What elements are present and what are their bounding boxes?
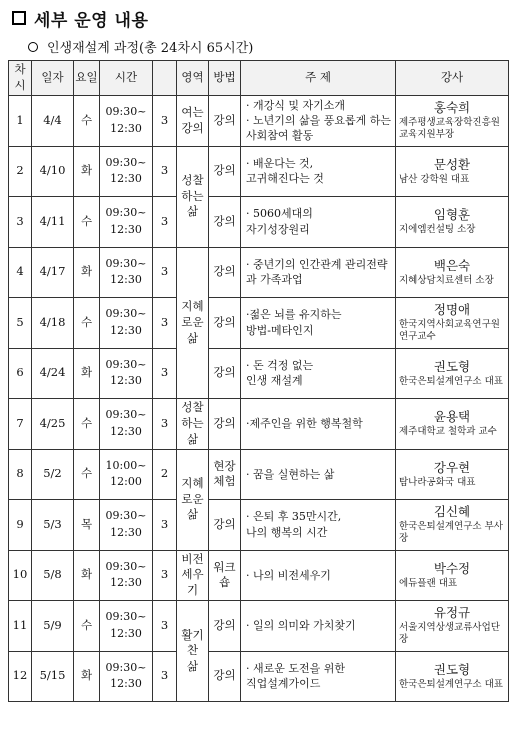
session-topic: · 개강식 및 자기소개 · 노년기의 삶을 풍요롭게 하는 사회참여 활동 (241, 96, 396, 147)
session-method: 강의 (209, 298, 241, 349)
session-topic: · 5060세대의 자기성장원리 (241, 197, 396, 248)
session-method: 워크 숍 (209, 550, 241, 601)
session-day: 수 (74, 399, 100, 450)
table-row (9, 449, 509, 500)
session-time: 10:00~ 12:00 (100, 449, 153, 500)
session-hours: 3 (153, 146, 177, 197)
session-date: 4/24 (32, 348, 74, 399)
instructor-affiliation: 지에엠컨설팅 소장 (399, 224, 476, 236)
session-topic: · 꿈을 실현하는 삶 (241, 449, 396, 500)
session-date: 5/9 (32, 601, 74, 652)
instructor-affiliation: 한국은퇴설계연구소 대표 (399, 375, 503, 387)
col-header-area: 영역 (177, 61, 209, 96)
table-row (9, 247, 509, 298)
session-day: 수 (74, 449, 100, 500)
session-hours: 3 (153, 96, 177, 147)
session-time: 09:30~ 12:30 (100, 348, 153, 399)
session-day: 화 (74, 550, 100, 601)
session-instructor (396, 96, 509, 147)
instructor-affiliation: 에듀플랜 대표 (399, 577, 458, 589)
instructor-affiliation: 제주평생교육장학진흥원 교육지원부장 (399, 116, 500, 141)
session-topic: ·젊은 뇌를 유지하는 방법-메타인지 (241, 298, 396, 349)
instructor-name: 유정규 (433, 604, 471, 620)
table-row (9, 550, 509, 601)
session-method: 강의 (209, 651, 241, 702)
session-method: 강의 (209, 348, 241, 399)
col-header-instructor: 강사 (396, 61, 509, 96)
table-header-row (9, 61, 509, 96)
session-date: 4/10 (32, 146, 74, 197)
session-number: 4 (9, 247, 32, 298)
session-number: 9 (9, 500, 32, 551)
session-topic: ·제주인을 위한 행복철학 (241, 399, 396, 450)
session-hours: 3 (153, 651, 177, 702)
instructor-name: 강우현 (433, 459, 471, 475)
session-number: 1 (9, 96, 32, 147)
instructor-affiliation: 남산 강학원 대표 (399, 173, 470, 185)
session-day: 수 (74, 601, 100, 652)
col-header-hours (153, 61, 177, 96)
session-hours: 3 (153, 197, 177, 248)
session-instructor (396, 298, 509, 349)
session-area: 비전 세우 기 (177, 550, 209, 601)
session-date: 5/3 (32, 500, 74, 551)
session-area: 성찰 하는 삶 (177, 146, 209, 247)
session-time: 09:30~ 12:30 (100, 550, 153, 601)
checkbox-square-icon (12, 11, 26, 25)
session-area: 활기 찬 삶 (177, 601, 209, 702)
instructor-name: 김신혜 (433, 503, 471, 519)
session-topic: · 중년기의 인간관계 관리전략과 가족과업 (241, 247, 396, 298)
session-date: 4/11 (32, 197, 74, 248)
session-method: 강의 (209, 96, 241, 147)
instructor-name: 윤용택 (433, 409, 471, 425)
session-instructor (396, 601, 509, 652)
instructor-affiliation: 한국은퇴설계연구소 대표 (399, 678, 503, 690)
session-method: 강의 (209, 146, 241, 197)
instructor-affiliation: 한국지역사회교육연구원 연구교수 (399, 318, 500, 343)
session-date: 4/4 (32, 96, 74, 147)
session-instructor (396, 500, 509, 551)
session-day: 화 (74, 146, 100, 197)
col-header-session: 차시 (9, 61, 32, 96)
session-number: 6 (9, 348, 32, 399)
session-method: 현장 체험 (209, 449, 241, 500)
instructor-name: 권도형 (433, 661, 471, 677)
session-date: 4/17 (32, 247, 74, 298)
session-topic: · 배운다는 것, 고귀해진다는 것 (241, 146, 396, 197)
session-hours: 3 (153, 247, 177, 298)
session-hours: 3 (153, 348, 177, 399)
table-row (9, 298, 509, 349)
session-number: 7 (9, 399, 32, 450)
session-date: 4/18 (32, 298, 74, 349)
session-method: 강의 (209, 247, 241, 298)
session-hours: 3 (153, 399, 177, 450)
col-header-date: 일자 (32, 61, 74, 96)
instructor-affiliation: 제주대학교 철학과 교수 (399, 426, 497, 438)
session-topic: · 은퇴 후 35만시간, 나의 행복의 시간 (241, 500, 396, 551)
session-instructor (396, 550, 509, 601)
session-time: 09:30~ 12:30 (100, 601, 153, 652)
instructor-name: 홍숙희 (433, 99, 471, 115)
table-row (9, 601, 509, 652)
session-hours: 3 (153, 298, 177, 349)
session-number: 2 (9, 146, 32, 197)
session-area: 지혜 로운 삶 (177, 247, 209, 399)
circle-bullet-icon (28, 42, 38, 52)
session-topic: · 새로운 도전을 위한 직업설계가이드 (241, 651, 396, 702)
instructor-name: 임형훈 (433, 207, 471, 223)
session-instructor (396, 399, 509, 450)
col-header-topic: 주 제 (241, 61, 396, 96)
session-instructor (396, 651, 509, 702)
table-row (9, 146, 509, 197)
table-row (9, 651, 509, 702)
session-number: 8 (9, 449, 32, 500)
session-topic: · 돈 걱정 없는 인생 재설계 (241, 348, 396, 399)
instructor-name: 박수정 (433, 560, 471, 576)
instructor-name: 정명애 (433, 301, 471, 317)
instructor-name: 백은숙 (433, 257, 471, 273)
session-date: 5/8 (32, 550, 74, 601)
session-time: 09:30~ 12:30 (100, 247, 153, 298)
table-row (9, 96, 509, 147)
session-instructor (396, 348, 509, 399)
table-row (9, 399, 509, 450)
session-day: 수 (74, 96, 100, 147)
session-date: 4/25 (32, 399, 74, 450)
instructor-affiliation: 지혜상담치료센터 소장 (399, 274, 494, 286)
session-area: 성찰 하는 삶 (177, 399, 209, 450)
session-day: 목 (74, 500, 100, 551)
session-number: 5 (9, 298, 32, 349)
session-time: 09:30~ 12:30 (100, 500, 153, 551)
table-row (9, 348, 509, 399)
instructor-name: 권도형 (433, 358, 471, 374)
table-row (9, 197, 509, 248)
session-day: 화 (74, 247, 100, 298)
session-method: 강의 (209, 601, 241, 652)
section-title: 세부 운영 내용 (34, 10, 149, 31)
instructor-affiliation: 탐나라공화국 대표 (399, 476, 476, 488)
session-area: 여는 강의 (177, 96, 209, 147)
session-hours: 3 (153, 500, 177, 551)
col-header-method: 방법 (209, 61, 241, 96)
session-instructor (396, 197, 509, 248)
session-time: 09:30~ 12:30 (100, 399, 153, 450)
session-day: 수 (74, 298, 100, 349)
session-area: 지혜 로운 삶 (177, 449, 209, 550)
session-hours: 3 (153, 601, 177, 652)
section-header (12, 6, 148, 30)
session-topic: · 일의 의미와 가치찾기 (241, 601, 396, 652)
session-time: 09:30~ 12:30 (100, 146, 153, 197)
col-header-day: 요일 (74, 61, 100, 96)
session-method: 강의 (209, 500, 241, 551)
session-instructor (396, 449, 509, 500)
table-row (9, 500, 509, 551)
session-number: 10 (9, 550, 32, 601)
course-subtitle (28, 37, 253, 56)
session-day: 수 (74, 197, 100, 248)
session-number: 11 (9, 601, 32, 652)
session-method: 강의 (209, 197, 241, 248)
instructor-affiliation: 서울지역상생교류사업단장 (399, 621, 500, 646)
session-instructor (396, 247, 509, 298)
session-method: 강의 (209, 399, 241, 450)
col-header-time: 시간 (100, 61, 153, 96)
session-time: 09:30~ 12:30 (100, 651, 153, 702)
session-date: 5/15 (32, 651, 74, 702)
session-instructor (396, 146, 509, 197)
course-subtitle-text: 인생재설계 과정(총 24차시 65시간) (47, 41, 254, 56)
instructor-affiliation: 한국은퇴설계연구소 부사장 (399, 520, 503, 545)
schedule-table (8, 60, 509, 702)
session-hours: 2 (153, 449, 177, 500)
session-date: 5/2 (32, 449, 74, 500)
session-day: 화 (74, 651, 100, 702)
session-day: 화 (74, 348, 100, 399)
session-topic: · 나의 비전세우기 (241, 550, 396, 601)
session-time: 09:30~ 12:30 (100, 298, 153, 349)
session-hours: 3 (153, 550, 177, 601)
instructor-name: 문성환 (433, 156, 471, 172)
session-time: 09:30~ 12:30 (100, 197, 153, 248)
session-number: 12 (9, 651, 32, 702)
session-time: 09:30~ 12:30 (100, 96, 153, 147)
session-number: 3 (9, 197, 32, 248)
